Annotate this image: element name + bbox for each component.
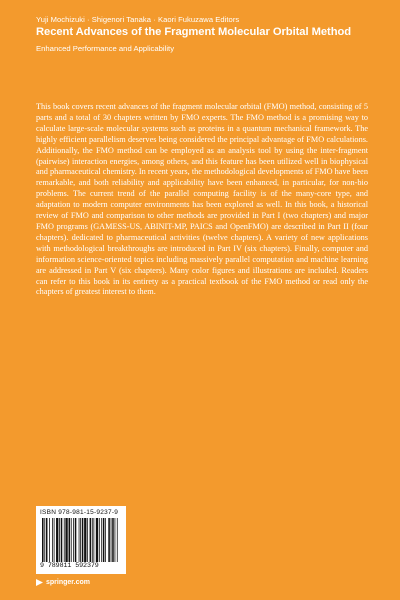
barcode-digits: 9 789811 592379	[40, 562, 99, 570]
arrow-right-icon	[36, 579, 43, 586]
book-title: Recent Advances of the Fragment Molecular Orbital Method	[36, 26, 352, 38]
publisher-url: springer.com	[46, 579, 90, 586]
editors-line: Yuji Mochizuki · Shigenori Tanaka · Kaori Fukuzawa Editors	[36, 15, 240, 24]
barcode-panel	[36, 506, 126, 574]
book-description: This book covers recent advances of the fragment molecular orbital (FMO) method, consisting of 5 parts and a total of 30 chapters written by FMO experts. The FMO method is a promising way to calculate large-scale molecular systems such as proteins in a quantum mechanical framework. The highly efficient parallelism deserves being considered the principal advantage of FMO calculations. Additionally, the FMO method can be employed as an analysis tool by using the inter-fragment (pairwise) interaction energies, among others, and this feature has been utilized well in biophysical and pharmaceutical chemistry. In recent years, the methodological developments of FMO have been remarkable, and both reliability and applicability have been enhanced, in particular, for non-bio problems. The current trend of the parallel computing facility is of the many-core type, and adaptation to modern computer environments has been explored as well. In this book, a historical review of FMO and comparison to other methods are provided in Part I (two chapters) and major FMO programs (GAMESS-US, ABINIT-MP, PAICS and OpenFMO) are described in Part II (four chapters). dedicated to pharmaceutical activities (twelve chapters). A variety of new applications with methodological breakthroughs are introduced in Part IV (six chapters). Finally, computer and information science-oriented topics including massively parallel computation and machine learning are addressed in Part V (six chapters). Many color figures and illustrations are included. Readers can refer to this book in its entirety as a practical textbook of the FMO method or read only the chapters of greatest interest to them.	[36, 102, 368, 297]
publisher-link[interactable]	[36, 579, 90, 586]
barcode-icon	[40, 518, 122, 562]
book-subtitle: Enhanced Performance and Applicability	[36, 44, 175, 53]
isbn-label: ISBN 978-981-15-9237-9	[40, 509, 119, 516]
